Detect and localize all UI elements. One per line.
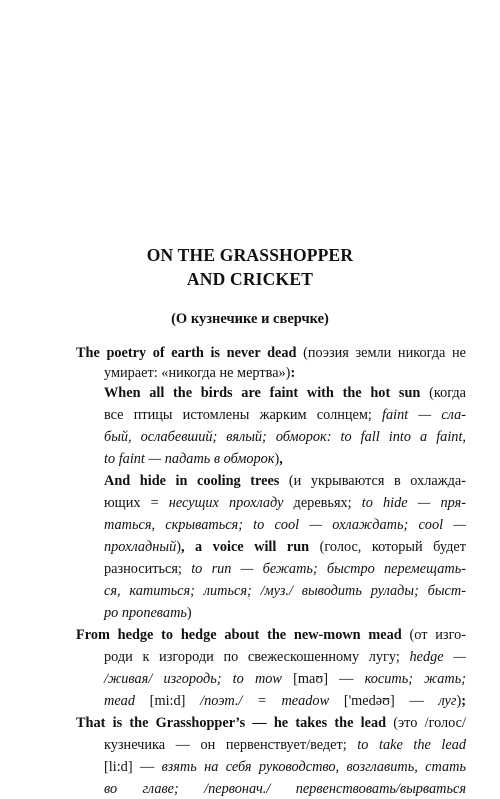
gloss-italic-text: луг: [438, 693, 457, 709]
text-line: [104, 515, 466, 535]
translation-text: разноситься;: [104, 561, 192, 577]
gloss-italic-text: прохладный: [104, 539, 177, 555]
translation-text: ): [274, 451, 280, 467]
poem-title-line-1: ON THE GRASSHOPPER: [146, 245, 354, 265]
translation-text: все птицы истомлены жарким солнцем;: [104, 407, 383, 423]
poem-verse-text: And hide in cooling trees: [104, 473, 280, 489]
translation-text: (поэзия земли никогда не: [296, 345, 466, 361]
translation-text: ): [456, 693, 462, 709]
text-line: [104, 559, 466, 579]
poem-subtitle-translation: (О кузнечике и сверчке): [171, 311, 329, 327]
poem-verse-text: ,: [279, 451, 283, 467]
translation-text: ): [186, 605, 192, 621]
translation-text: (когда: [420, 385, 466, 401]
poem-verse-text: When all the birds are faint with the hot sun: [104, 385, 421, 401]
gloss-italic-text: to faint — падать в обморок: [104, 451, 275, 467]
text-line: [104, 537, 466, 557]
text-line: [104, 647, 466, 667]
poem-verse-text: ;: [461, 693, 466, 709]
gloss-italic-text: to run — бежать; быстро перемещать-: [191, 561, 466, 577]
translation-text: [li:d] —: [104, 759, 162, 775]
text-line: [104, 603, 466, 623]
translation-text: роди к изгороди по свежескошенному лугу;: [104, 649, 410, 665]
gloss-italic-text: to hide — пря-: [361, 495, 467, 511]
text-line: [104, 735, 466, 755]
text-line: [104, 383, 466, 403]
gloss-italic-text: to take the lead: [357, 737, 466, 753]
translation-text: ющих =: [104, 495, 169, 511]
gloss-italic-text: несущих прохладу: [168, 495, 284, 511]
gloss-italic-text: косить; жать;: [364, 671, 466, 687]
gloss-italic-text: hedge —: [409, 649, 466, 665]
gloss-italic-text: /поэт./ = meadow: [200, 693, 330, 709]
gloss-italic-text: mead: [104, 693, 135, 709]
text-line: [104, 363, 466, 383]
translation-text: ['medəʊ] —: [329, 693, 439, 709]
gloss-italic-text: /живая/ изгородь; to mow: [104, 671, 282, 687]
translation-text: ): [176, 539, 181, 555]
gloss-italic-text: взять на себя руководство, возглавить, стать: [161, 759, 466, 775]
text-line: [104, 449, 466, 469]
poem-verse-text: That is the Grasshopper’s — he takes the lead: [76, 715, 387, 731]
poem-verse-text: :: [290, 365, 296, 381]
text-line: [104, 779, 466, 799]
poem-verse-text: From hedge to hedge about the new-mown mead: [76, 627, 402, 643]
gloss-italic-text: бый, ослабевший; вялый; обморок: to fall into a faint,: [104, 429, 466, 445]
text-line: [104, 427, 466, 447]
text-line: [104, 581, 466, 601]
translation-text: (голос, который будет: [309, 539, 466, 555]
poem-verse-text: The poetry of earth is never dead: [76, 345, 297, 361]
translation-text: умирает: «никогда не мертва»): [104, 365, 291, 381]
translation-text: кузнечика — он первенствует/ведет;: [104, 737, 358, 753]
translation-text: (и укрываются в охлажда-: [279, 473, 466, 489]
gloss-italic-text: ро пропевать: [104, 605, 187, 621]
text-line: [104, 757, 466, 777]
translation-text: [maʊ] —: [281, 671, 365, 687]
text-line: [104, 405, 466, 425]
poem-verse-text: , a voice will run: [180, 539, 310, 555]
poem-title-line-2: AND CRICKET: [186, 269, 314, 289]
text-line: [76, 343, 466, 363]
text-line: [104, 493, 466, 513]
text-line: [104, 669, 466, 689]
text-line: [76, 625, 466, 645]
gloss-italic-text: ся, катиться; литься; /муз./ выводить рулады; быст-: [104, 583, 466, 599]
translation-text: [mi:d]: [134, 693, 201, 709]
translation-text: (от изго-: [401, 627, 466, 643]
translation-text: деревьях;: [283, 495, 362, 511]
gloss-italic-text: faint — сла-: [382, 407, 466, 423]
translation-text: (это /голос/: [386, 715, 466, 731]
gloss-italic-text: во главе; /первонач./ первенствовать/вырваться: [104, 781, 466, 797]
text-line: [104, 471, 466, 491]
text-line: [76, 713, 466, 733]
text-line: [104, 691, 466, 711]
gloss-italic-text: таться, скрываться; to cool — охлаждать; cool —: [104, 517, 466, 533]
